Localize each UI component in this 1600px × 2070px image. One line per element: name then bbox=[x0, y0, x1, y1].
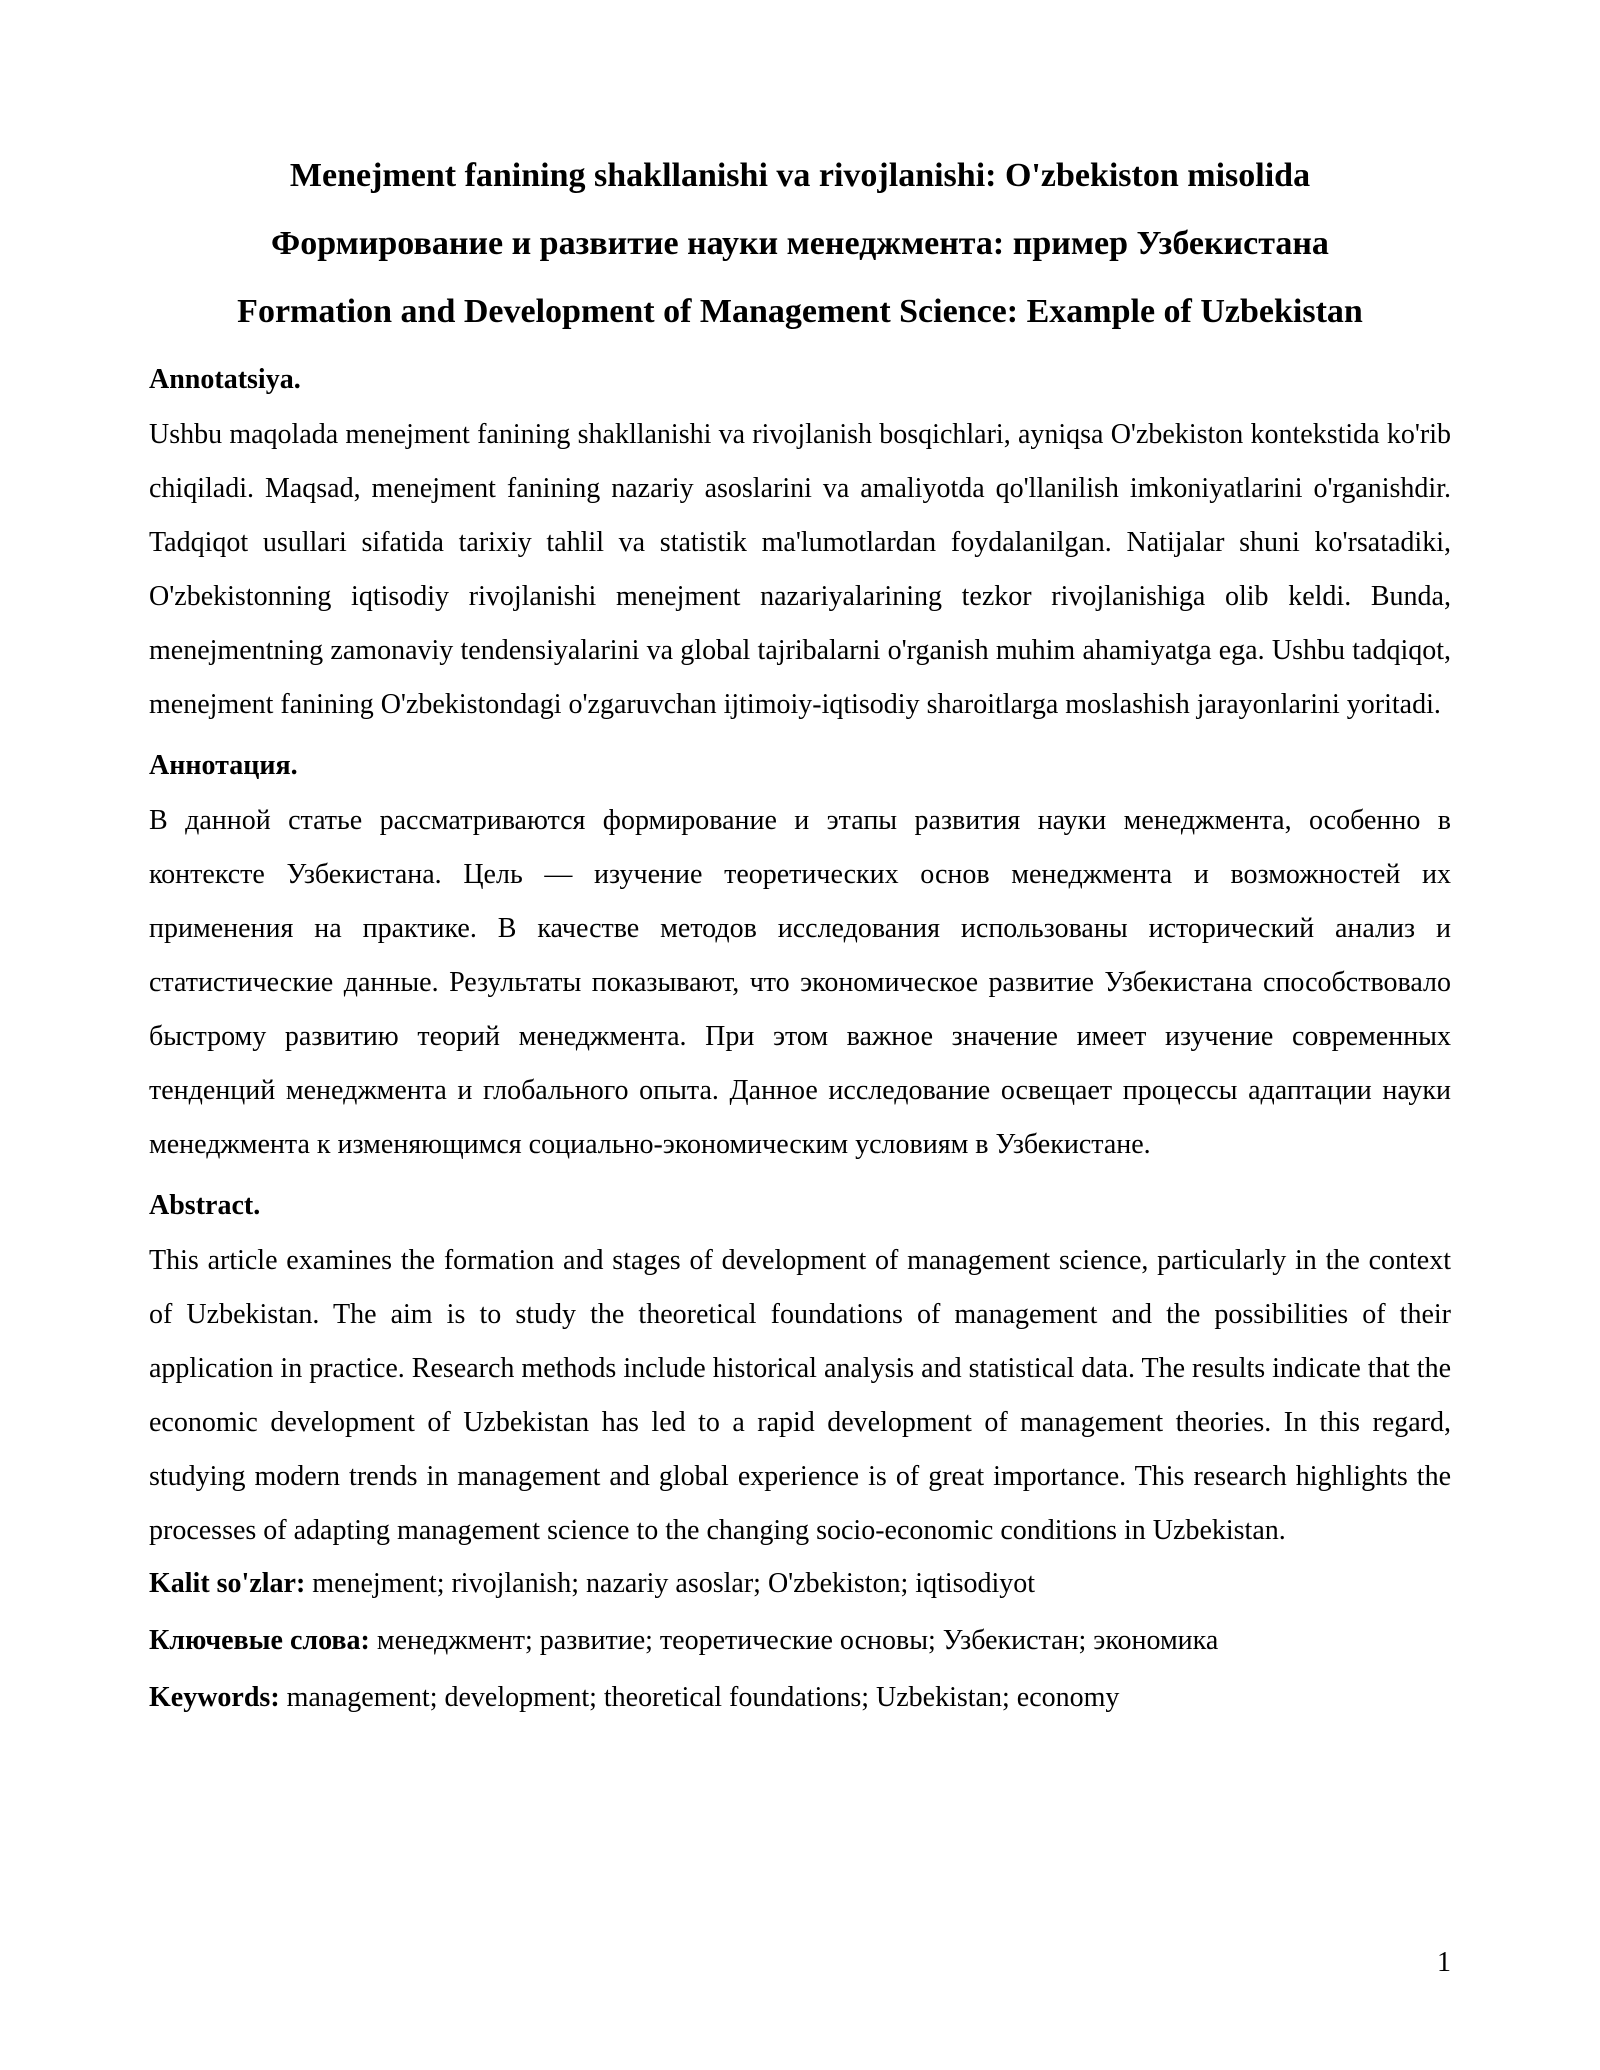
abstract-uzbek-heading: Annotatsiya. bbox=[149, 364, 301, 395]
keywords-uzbek bbox=[149, 1564, 1451, 1604]
keywords-english bbox=[149, 1678, 1451, 1718]
keywords-english-label: Keywords: bbox=[149, 1682, 280, 1713]
keywords-block bbox=[149, 1564, 1451, 1718]
page-number: 1 bbox=[1437, 1947, 1451, 1978]
keywords-russian bbox=[149, 1621, 1451, 1661]
abstract-russian-text: В данной статье рассматриваются формирование и этапы развития науки менеджмента, особенно в контексте Узбекистана. Цель — изучение теоретических основ менеджмента и возможностей их применения на практике. В качестве методов исследования использованы исторический анализ и статистические данные. Результаты показывают, что экономическое развитие Узбекистана способствовало быстрому развитию теорий менеджмента. При этом важное значение имеет изучение современных тенденций менеджмента и глобального опыта. Данное исследование освещает процессы адаптации науки менеджмента к изменяющимся социально-экономическим условиям в Узбекистане. bbox=[149, 805, 1451, 1160]
keywords-russian-label: Ключевые слова: bbox=[149, 1625, 370, 1656]
title-uzbek: Menejment fanining shakllanishi va rivojlanishi: O'zbekiston misolida bbox=[289, 157, 1311, 194]
abstract-russian-heading: Аннотация. bbox=[149, 750, 298, 781]
keywords-russian-value: менеджмент; развитие; теоретические основы; Узбекистан; экономика bbox=[369, 1625, 1219, 1656]
title-english: Formation and Development of Management Science: Example of Uzbekistan bbox=[237, 293, 1363, 330]
abstract-english-section bbox=[149, 1186, 1451, 1558]
abstract-english-heading: Abstract. bbox=[149, 1190, 261, 1221]
abstract-uzbek-text: Ushbu maqolada menejment fanining shakllanishi va rivojlanish bosqichlari, ayniqsa O'zbekiston kontekstida ko'rib chiqiladi. Maqsad, menejment fanining nazariy asoslarini va amaliyotda qo'llanilish imkoniyatlarini o'rganishdir. Tadqiqot usullari sifatida tarixiy tahlil va statistik ma'lumotlardan foydalanilgan. Natijalar shuni ko'rsatadiki, O'zbekistonning iqtisodiy rivojlanishi menejment nazariyalarining tezkor rivojlanishiga olib keldi. Bunda, menejmentning zamonaviy tendensiyalarini va global tajribalarni o'rganish muhim ahamiyatga ega. Ushbu tadqiqot, menejment fanining O'zbekistondagi o'zgaruvchan ijtimoiy-iqtisodiy sharoitlarga moslashish jarayonlarini yoritadi. bbox=[149, 419, 1451, 720]
keywords-uzbek-label: Kalit so'zlar: bbox=[149, 1568, 306, 1599]
abstract-russian-section bbox=[149, 746, 1451, 1172]
title-russian: Формирование и развитие науки менеджмента: пример Узбекистана bbox=[271, 225, 1329, 262]
abstract-english-text: This article examines the formation and stages of development of management science, particularly in the context of Uzbekistan. The aim is to study the theoretical foundations of management and the possibilities of their application in practice. Research methods include historical analysis and statistical data. The results indicate that the economic development of Uzbekistan has led to a rapid development of management theories. In this regard, studying modern trends in management and global experience is of great importance. This research highlights the processes of adapting management science to the changing socio-economic conditions in Uzbekistan. bbox=[149, 1245, 1451, 1546]
keywords-english-value: management; development; theoretical foundations; Uzbekistan; economy bbox=[279, 1682, 1120, 1713]
abstract-uzbek-section bbox=[149, 360, 1451, 732]
keywords-uzbek-value: menejment; rivojlanish; nazariy asoslar; O'zbekiston; iqtisodiyot bbox=[305, 1568, 1036, 1599]
